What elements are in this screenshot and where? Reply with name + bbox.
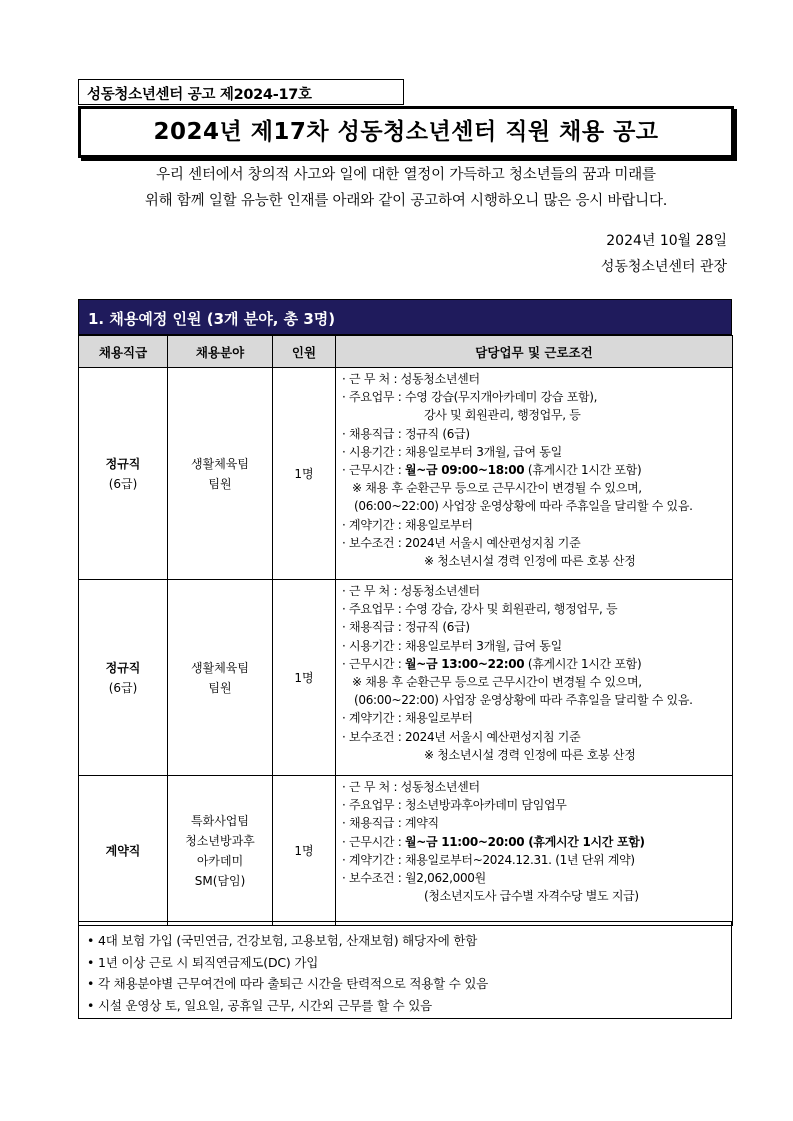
- header-grade: 채용직급: [79, 336, 168, 368]
- notice-date: 2024년 10월 28일: [606, 233, 727, 249]
- condition-line: ※ 채용 후 순환근무 등으로 근무시간이 변경될 수 있으며,: [352, 675, 642, 690]
- condition-line: · 주요업무 : 수영 강습(무지개아카데미 강습 포함),: [342, 390, 598, 405]
- condition-line: · 계약기간 : 채용일로부터~2024.12.31. (1년 단위 계약): [342, 852, 635, 867]
- table-row: [79, 776, 733, 926]
- count-cell: 1명: [273, 776, 336, 926]
- work-hours: 월~금 11:00~20:00 (휴게시간 1시간 포함): [404, 834, 645, 849]
- field-cell: [168, 368, 273, 580]
- condition-line: · 시용기간 : 채용일로부터 3개월, 급여 동일: [342, 444, 562, 459]
- field-cell: [168, 580, 273, 776]
- condition-line: · 시용기간 : 채용일로부터 3개월, 급여 동일: [342, 638, 562, 653]
- field-text: 팀원: [208, 680, 232, 695]
- condition-line: · 근 무 처 : 성동청소년센터: [342, 780, 480, 794]
- condition-line: · 보수조건 : 월2,062,000원: [342, 871, 486, 886]
- condition-line: · 근 무 처 : 성동청소년센터: [342, 584, 480, 598]
- condition-line: · 보수조건 : 2024년 서울시 예산편성지침 기준: [342, 535, 581, 550]
- header-conditions: 담당업무 및 근로조건: [336, 336, 733, 368]
- notice-number: 성동청소년센터 공고 제2024-17호: [78, 79, 404, 105]
- condition-line: (청소년지도사 급수별 자격수당 별도 지급): [424, 889, 639, 904]
- field-text: 팀원: [208, 476, 232, 491]
- footer-note: • 시설 운영상 토, 일요일, 공휴일 근무, 시간외 근무를 할 수 있음: [87, 997, 433, 1013]
- field-text: SM(담임): [194, 873, 246, 888]
- table-row: [79, 580, 733, 776]
- condition-line: · 채용직급 : 계약직: [342, 816, 439, 831]
- condition-label: · 근무시간 :: [342, 463, 405, 478]
- footer-note: • 각 채용분야별 근무여건에 따라 출퇴근 시간을 탄력적으로 적용할 수 있음: [87, 976, 489, 991]
- condition-line: · 주요업무 : 수영 강습, 강사 및 회원관리, 행정업무, 등: [342, 602, 618, 617]
- field-text: 특화사업팀: [191, 813, 249, 828]
- table-row: [79, 368, 733, 580]
- condition-line: [342, 655, 732, 673]
- condition-line: ※ 청소년시설 경력 인정에 따른 호봉 산정: [424, 554, 636, 569]
- conditions-cell: [336, 580, 733, 776]
- issuer: 성동청소년센터 관장: [600, 259, 727, 275]
- condition-line: ※ 채용 후 순환근무 등으로 근무시간이 변경될 수 있으며,: [352, 481, 642, 496]
- header-field: 채용분야: [168, 336, 273, 368]
- conditions-cell: [336, 368, 733, 580]
- count-cell: 1명: [273, 368, 336, 580]
- table-header-row: [79, 336, 733, 368]
- field-text: 아카데미: [196, 853, 244, 868]
- page-title: 2024년 제17차 성동청소년센터 직원 채용 공고: [78, 106, 734, 158]
- intro-paragraph: [78, 162, 734, 214]
- condition-suffix: (휴게시간 1시간 포함): [524, 463, 642, 478]
- footer-note: • 4대 보험 가입 (국민연금, 건강보험, 고용보험, 산재보험) 해당자에 한함: [87, 933, 478, 948]
- grade-text: 정규직: [105, 660, 141, 675]
- condition-line: · 근 무 처 : 성동청소년센터: [342, 372, 480, 386]
- field-text: 생활체육팀: [191, 456, 249, 471]
- grade-text: (6급): [108, 476, 138, 491]
- work-hours: 월~금 09:00~18:00: [404, 463, 525, 478]
- condition-line: 강사 및 회원관리, 행정업무, 등: [424, 408, 581, 423]
- footer-notes: [78, 921, 732, 1019]
- intro-line: 위해 함께 일할 유능한 인재를 아래와 같이 공고하여 시행하오니 많은 응시 바랍니다.: [144, 193, 668, 209]
- condition-line: · 계약기간 : 채용일로부터: [342, 711, 473, 726]
- grade-cell: [79, 580, 168, 776]
- conditions-cell: [336, 776, 733, 926]
- condition-line: · 주요업무 : 청소년방과후아카데미 담임업무: [342, 798, 567, 813]
- condition-line: · 보수조건 : 2024년 서울시 예산편성지침 기준: [342, 729, 581, 744]
- condition-line: · 채용직급 : 정규직 (6급): [342, 426, 470, 441]
- intro-line: 우리 센터에서 창의적 사고와 일에 대한 열정이 가득하고 청소년들의 꿈과 미래를: [156, 167, 656, 183]
- field-text: 생활체육팀: [191, 660, 249, 675]
- condition-line: · 계약기간 : 채용일로부터: [342, 517, 473, 532]
- condition-label: · 근무시간 :: [342, 834, 405, 849]
- count-cell: 1명: [273, 580, 336, 776]
- condition-line: [342, 461, 732, 479]
- grade-cell: [79, 368, 168, 580]
- grade-text: 계약직: [105, 843, 141, 858]
- grade-text: (6급): [108, 680, 138, 695]
- section-heading: 1. 채용예정 인원 (3개 분야, 총 3명): [78, 299, 732, 335]
- condition-suffix: (휴게시간 1시간 포함): [524, 656, 642, 671]
- work-hours: 월~금 13:00~22:00: [404, 656, 525, 671]
- recruitment-table: [78, 335, 733, 926]
- condition-line: (06:00~22:00) 사업장 운영상황에 따라 주휴일을 달리할 수 있음.: [354, 693, 693, 708]
- condition-line: [342, 833, 732, 851]
- footer-note: • 1년 이상 근로 시 퇴직연금제도(DC) 가입: [87, 954, 319, 970]
- field-text: 청소년방과후: [185, 833, 255, 848]
- header-count: 인원: [273, 336, 336, 368]
- grade-cell: [79, 776, 168, 926]
- condition-label: · 근무시간 :: [342, 656, 405, 671]
- condition-line: (06:00~22:00) 사업장 운영상황에 따라 주휴일을 달리할 수 있음.: [354, 499, 693, 514]
- condition-line: · 채용직급 : 정규직 (6급): [342, 620, 470, 635]
- field-cell: [168, 776, 273, 926]
- grade-text: 정규직: [105, 456, 141, 471]
- condition-line: ※ 청소년시설 경력 인정에 따른 호봉 산정: [424, 747, 636, 762]
